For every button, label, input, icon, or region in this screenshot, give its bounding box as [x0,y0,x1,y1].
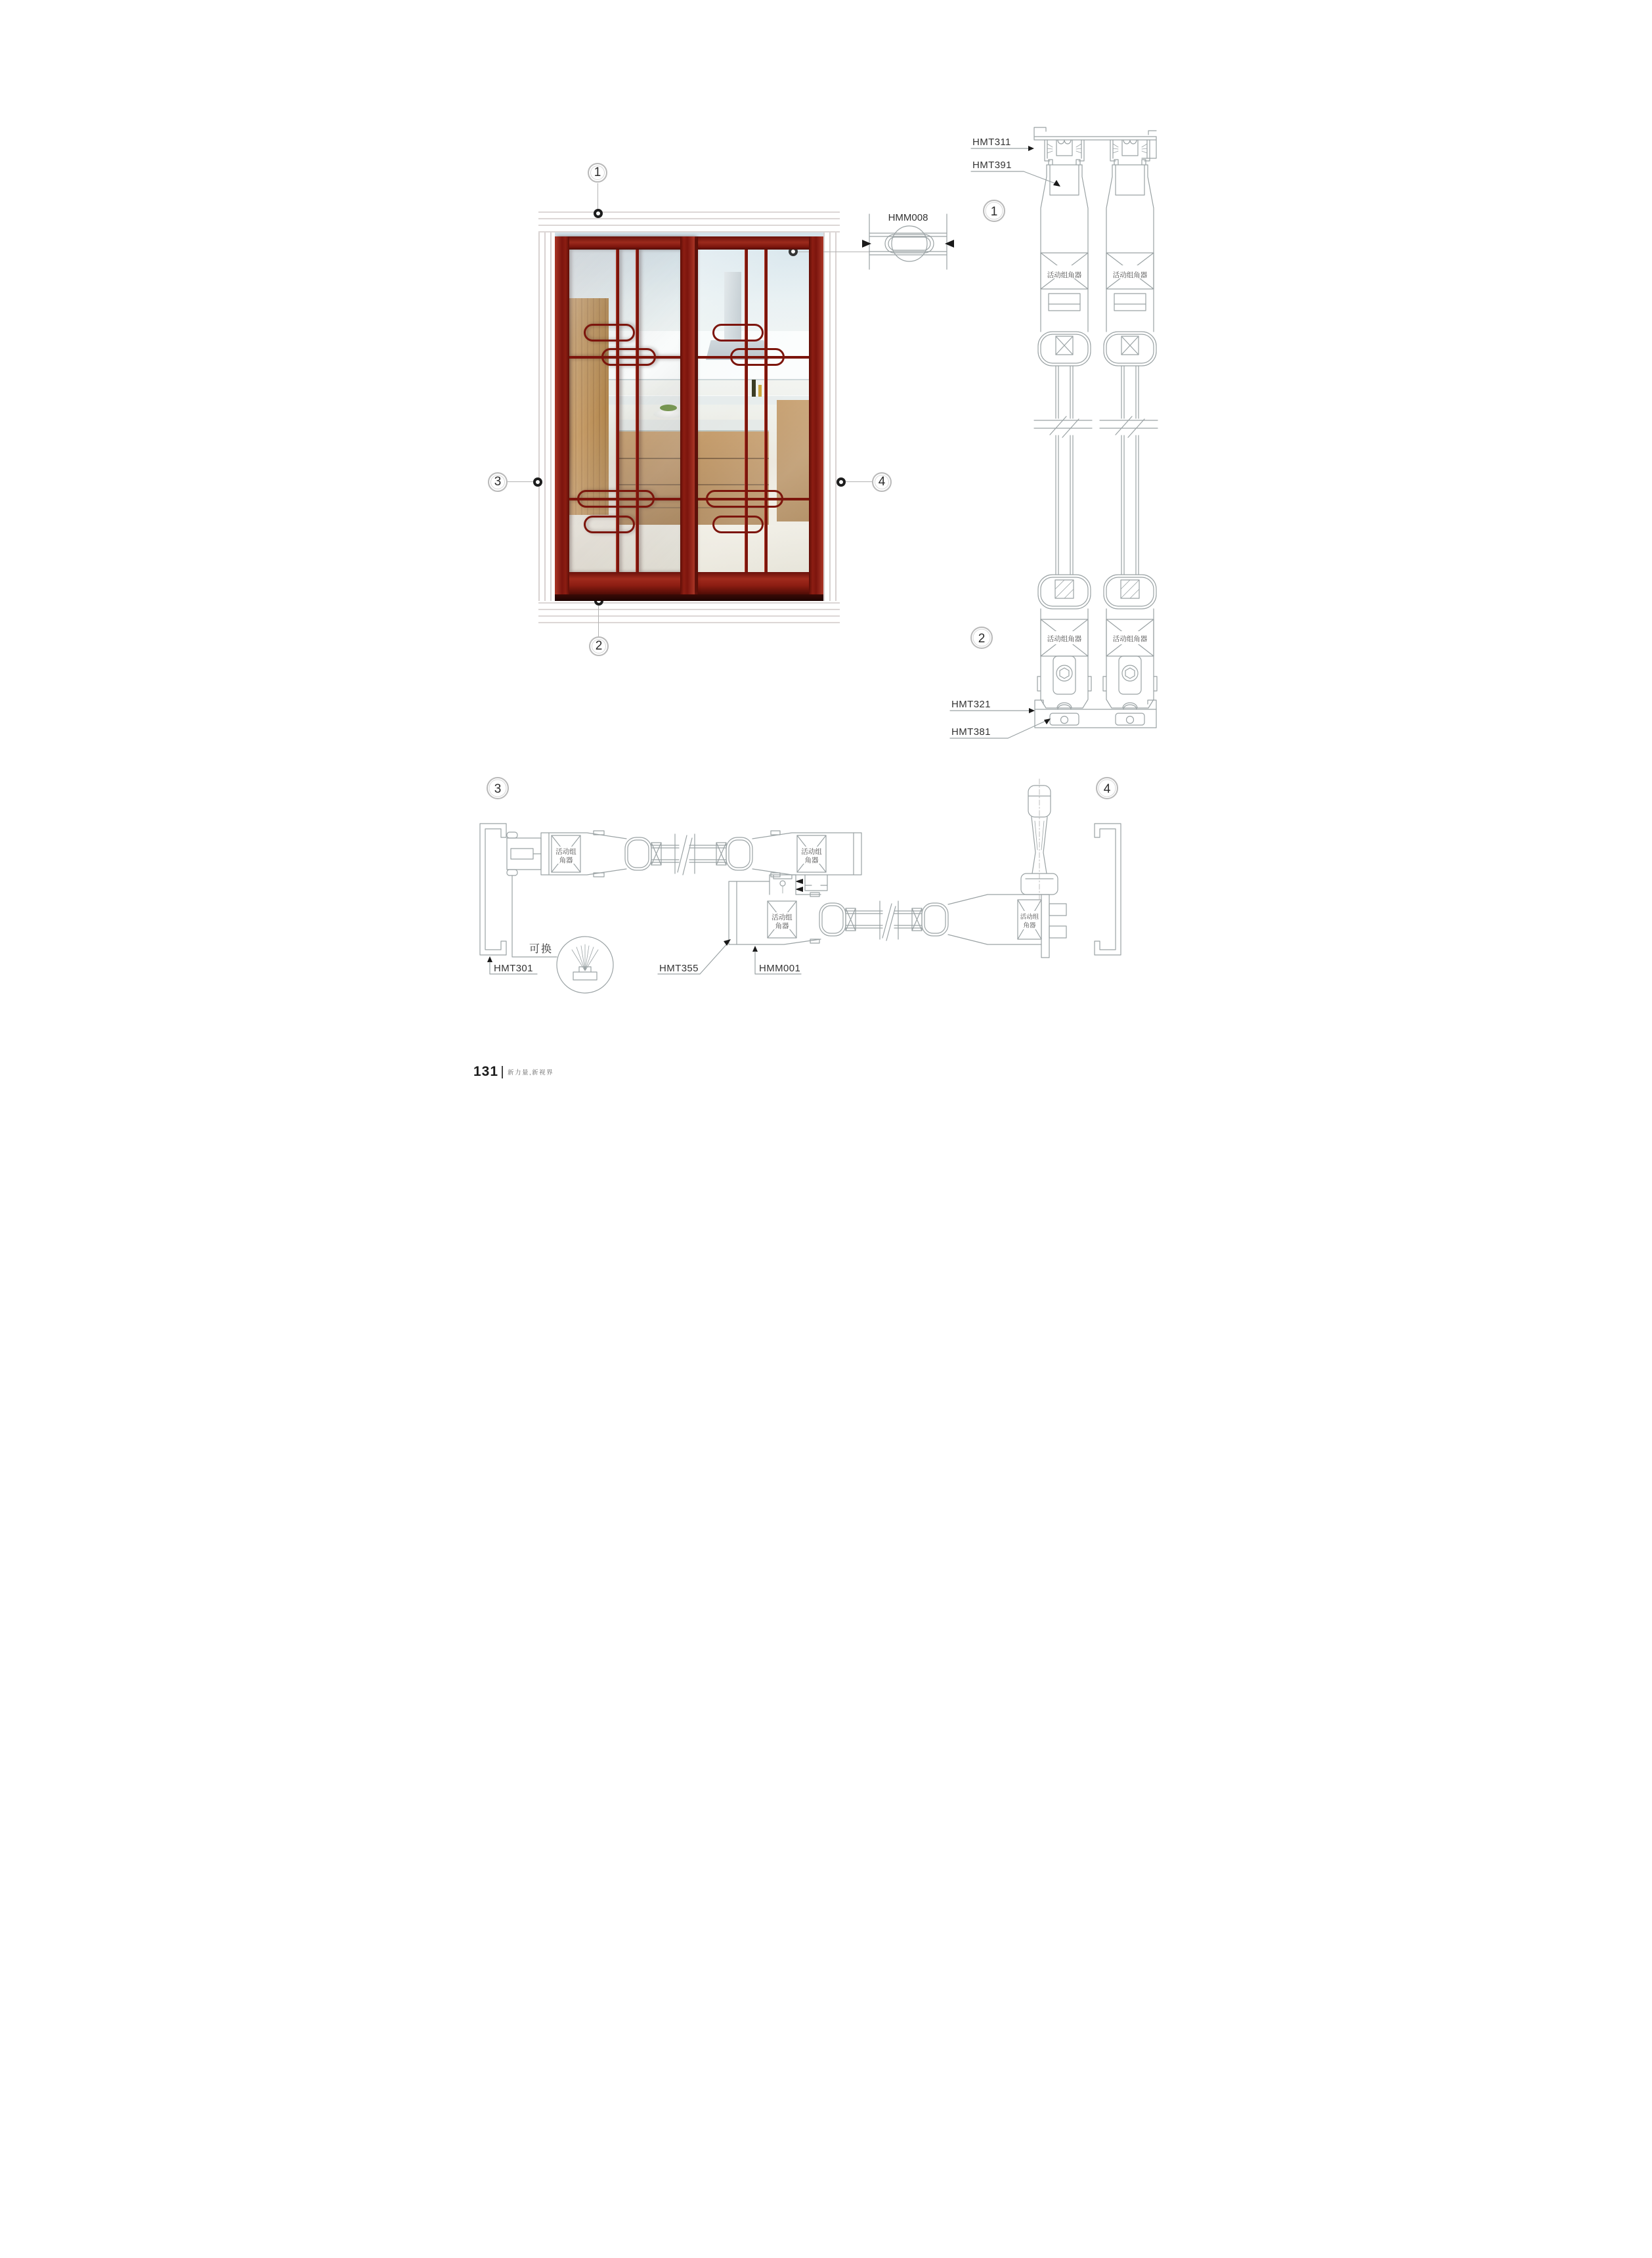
panel-right-stile [680,236,695,594]
right-jamb-profile [1095,824,1121,955]
corner-unit-label-line1: 活动组 [555,848,576,856]
corner-unit-label-line1: 活动组 [801,848,822,856]
svg-text:HMT391: HMT391 [972,160,1012,171]
section-marker-3-photo [488,472,508,492]
vertical-section-drawing [945,122,1181,752]
svg-text:HMT355: HMT355 [659,963,699,974]
svg-text:3: 3 [494,782,502,796]
arrow-right-icon [1028,146,1034,151]
outer-frame-left [538,232,555,601]
arrow-right-icon [1029,708,1035,713]
arrow-right-icon [862,240,871,248]
corner-unit-label-line1: 活动组 [1020,914,1039,921]
leader-line [508,481,533,482]
marker-number: 4 [878,475,886,489]
part-label-hmm008: HMM008 [888,212,928,223]
panel-top-rail [555,236,695,250]
marker-number: 3 [494,475,502,489]
panel-glass [569,250,680,572]
svg-text:HMT321: HMT321 [951,699,991,710]
grille-stadium [706,490,783,508]
svg-text:HMT381: HMT381 [951,726,991,738]
svg-text:HMM001: HMM001 [759,963,801,974]
section-cut-dot [533,477,542,487]
svg-text:2: 2 [978,632,986,646]
section-cut-dot [837,477,846,487]
panel-bottom-rail [684,572,823,594]
footer-tagline: 新力量,新视界 [508,1069,554,1076]
section-marker-1-photo [588,163,607,183]
page-footer [473,1064,554,1080]
bottom-track-threshold [555,594,823,601]
grille-stadium [601,348,656,366]
detail-circle [892,226,927,261]
row-b-sash1 [729,875,846,944]
section-marker-4-photo [872,472,892,492]
grille-stadium [712,324,764,342]
panel-bottom-rail [555,572,695,594]
row-a-sash2 [726,831,861,892]
horizontal-section-drawing [469,775,1129,1005]
sliding-panel-right [684,236,823,594]
row-a-glass [651,834,726,875]
brush-seal-icon [795,887,803,892]
catalog-page [413,0,1239,1129]
brush-bristles [572,944,598,971]
corner-unit-label-line1: 活动组 [772,914,793,921]
outer-frame-right [823,232,840,601]
label-hmt381 [950,719,1051,738]
bottom-track-profile [1035,700,1156,728]
brush-seal-icon [795,879,803,884]
grille-vertical-bar [636,250,639,572]
interlock-male [805,875,827,891]
panel-glass [698,250,809,572]
corner-unit-label-line2: 角器 [1023,922,1036,929]
grille-stadium [584,324,635,342]
marker-number: 1 [594,166,601,179]
outer-frame-top [538,210,840,232]
arrow-up-icon [752,946,758,952]
corner-unit-label-line2: 角器 [559,856,573,864]
section-cut-dot [594,209,603,218]
section-marker-2-photo [589,636,609,656]
grille-profile-lines [869,233,947,255]
svg-text:HMT311: HMT311 [972,137,1011,148]
row-b-glass [846,901,922,941]
section-marker-4-drawing [1097,778,1118,799]
label-hmt301 [487,956,537,974]
handle-profile [1021,779,1058,904]
leader-line [846,481,872,482]
grille-stadium [577,490,655,508]
corner-unit-label: 活动组角器 [1112,271,1148,279]
leader-line [598,606,599,636]
svg-text:4: 4 [1103,782,1111,796]
svg-text:1: 1 [990,205,998,219]
corner-unit-label-line2: 角器 [804,856,819,864]
panel-top-rail [684,236,823,250]
footer-divider [502,1066,503,1078]
section-marker-1-drawing [984,200,1005,221]
corner-unit-label: 活动组角器 [1047,271,1082,279]
grille-profile-inner [888,237,930,250]
grille-stadium [584,516,635,533]
corner-unit-label: 活动组角器 [1112,635,1148,643]
label-hmm001 [752,946,801,974]
label-hmt355 [658,939,731,974]
label-hmt311 [971,137,1034,151]
frame-pocket [507,832,541,875]
section-marker-3-drawing [487,778,508,799]
sliding-panel-left [555,236,695,594]
grille-stadium [730,348,785,366]
replaceable-brush-detail [512,875,613,993]
left-jamb-profile [480,824,506,955]
replaceable-label: 可换 [529,944,554,955]
marker-number: 2 [595,639,603,653]
panel-left-stile [555,236,569,594]
corner-unit-label: 活动组角器 [1047,635,1082,643]
panel-right-stile [809,236,823,594]
label-hmt321 [950,699,1035,713]
door-opening [555,232,823,601]
arrow-up-icon [487,956,492,962]
grille-stadium [712,516,764,533]
section-marker-2-drawing [971,627,992,648]
row-b-end-stile [922,895,1066,958]
grille-vertical-bar [764,250,768,572]
corner-unit-label-line2: 角器 [775,922,789,930]
door-product-photo [538,210,840,623]
svg-text:HMT301: HMT301 [494,963,533,974]
outer-frame-bottom [538,601,840,623]
page-number: 131 [473,1064,499,1079]
